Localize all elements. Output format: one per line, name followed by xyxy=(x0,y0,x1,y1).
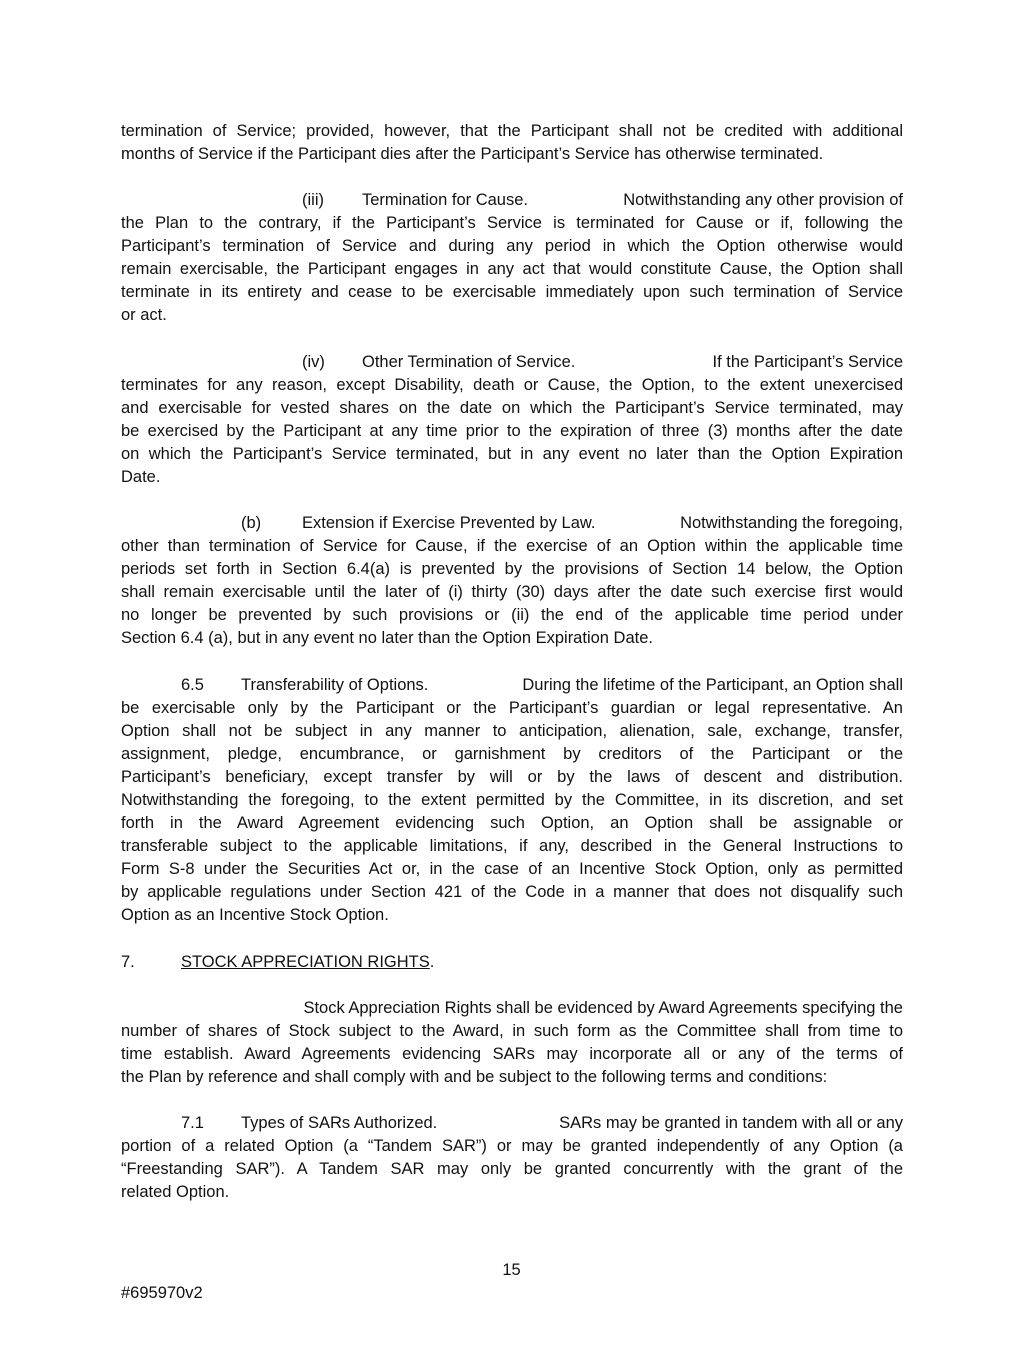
text-line: and exercisable for vested shares on the date on which the Participant’s Service terminated, may xyxy=(121,399,903,417)
heading-title: STOCK APPRECIATION RIGHTS xyxy=(181,953,430,971)
text-line: Date. xyxy=(121,468,161,486)
text-line: months of Service if the Participant dies after the Participant’s Service has otherwise terminated. xyxy=(121,145,824,163)
text-line: terminate in its entirety and cease to be exercisable immediately upon such termination of Service xyxy=(121,283,903,301)
text-line: forth in the Award Agreement evidencing such Option, an Option shall be assignable or xyxy=(121,814,903,832)
text-line: “Freestanding SAR”). A Tandem SAR may only be granted concurrently with the grant of the xyxy=(121,1160,903,1178)
paragraph-lead xyxy=(121,997,903,1020)
text-line: by applicable regulations under Section 421 of the Code in a manner that does not disqualify such xyxy=(121,883,903,901)
paragraph-lead xyxy=(121,674,903,697)
text-line: on which the Participant’s Service terminated, but in any event no later than the Option Expiration xyxy=(121,445,903,463)
text-line: be exercised by the Participant at any time prior to the expiration of three (3) months after the date xyxy=(121,422,903,440)
paragraph-types-of-sars xyxy=(121,1112,903,1204)
section-number: (iv) xyxy=(302,353,325,371)
paragraph-body xyxy=(121,1020,903,1089)
text-line: time establish. Award Agreements evidencing SARs may incorporate all or any of the terms of xyxy=(121,1045,903,1063)
section-title: Other Termination of Service. xyxy=(362,353,576,371)
document-id-footer: #695970v2 xyxy=(121,1284,203,1302)
text-line: Section 6.4 (a), but in any event no later than the Option Expiration Date. xyxy=(121,629,653,647)
page-number: 15 xyxy=(502,1261,521,1279)
text-line: Option as an Incentive Stock Option. xyxy=(121,906,389,924)
lead-text: SARs may be granted in tandem with all or any xyxy=(559,1114,903,1132)
section-number: 6.5 xyxy=(181,676,204,694)
heading-period: . xyxy=(429,953,435,971)
text-line: terminates for any reason, except Disability, death or Cause, the Option, to the extent unexercised xyxy=(121,376,903,394)
section-title: Transferability of Options. xyxy=(241,676,429,694)
text-line: shall remain exercisable until the later of (i) thirty (30) days after the date such exercise first would xyxy=(121,583,903,601)
text-line: remain exercisable, the Participant engages in any act that would constitute Cause, the Option shall xyxy=(121,260,903,278)
paragraph-body xyxy=(121,535,903,650)
paragraph-body xyxy=(121,1135,903,1204)
lead-text: Notwithstanding the foregoing, xyxy=(680,514,903,532)
text-line: transferable subject to the applicable limitations, if any, described in the General Instructions to xyxy=(121,837,903,855)
text-line: be exercisable only by the Participant or the Participant’s guardian or legal representative. An xyxy=(121,699,903,717)
text-line: no longer be prevented by such provisions or (ii) the end of the applicable time period under xyxy=(121,606,903,624)
paragraph-lead xyxy=(121,512,903,535)
text-line: Participant’s termination of Service and during any period in which the Option otherwise would xyxy=(121,237,903,255)
paragraph-other-termination xyxy=(121,351,903,489)
text-line: assignment, pledge, encumbrance, or garnishment by creditors of the Participant or the xyxy=(121,745,903,763)
text-line: other than termination of Service for Cause, if the exercise of an Option within the applicable time xyxy=(121,537,903,555)
heading-number: 7. xyxy=(121,953,135,971)
lead-text: Stock Appreciation Rights shall be evidenced by Award Agreements specifying the xyxy=(303,999,903,1017)
paragraph-termination-for-cause xyxy=(121,189,903,327)
text-line: Option shall not be subject in any manner to anticipation, alienation, sale, exchange, transfer, xyxy=(121,722,903,740)
paragraph-extension xyxy=(121,512,903,650)
section-heading-7 xyxy=(121,951,903,974)
text-line: related Option. xyxy=(121,1183,230,1201)
paragraph-lead xyxy=(121,351,903,374)
text-line: the Plan to the contrary, if the Participant’s Service is terminated for Cause or if, following the xyxy=(121,214,903,232)
text-line: termination of Service; provided, however, that the Participant shall not be credited with additional xyxy=(121,122,903,140)
lead-text: Notwithstanding any other provision of xyxy=(623,191,903,209)
text-line: the Plan by reference and shall comply with and be subject to the following terms and conditions: xyxy=(121,1068,828,1086)
paragraph-transferability xyxy=(121,674,903,927)
text-line: number of shares of Stock subject to the Award, in such form as the Committee shall from time to xyxy=(121,1022,903,1040)
paragraph-lead xyxy=(121,1112,903,1135)
section-number: 7.1 xyxy=(181,1114,204,1132)
section-number: (b) xyxy=(241,514,262,532)
paragraph-sar-intro xyxy=(121,997,903,1089)
text-line: Notwithstanding the foregoing, to the extent permitted by the Committee, in its discretion, and set xyxy=(121,791,903,809)
text-line: Form S-8 under the Securities Act or, in the case of an Incentive Stock Option, only as permitted xyxy=(121,860,903,878)
section-title: Types of SARs Authorized. xyxy=(241,1114,438,1132)
text-line: Participant’s beneficiary, except transfer by will or by the laws of descent and distribution. xyxy=(121,768,903,786)
section-number: (iii) xyxy=(302,191,324,209)
text-line: periods set forth in Section 6.4(a) is prevented by the provisions of Section 14 below, the Option xyxy=(121,560,903,578)
text-line: portion of a related Option (a “Tandem SAR”) or may be granted independently of any Option (a xyxy=(121,1137,903,1155)
paragraph-body xyxy=(121,374,903,489)
paragraph-body xyxy=(121,697,903,927)
paragraph-body xyxy=(121,212,903,327)
text-line: or act. xyxy=(121,306,167,324)
lead-text: If the Participant’s Service xyxy=(712,353,903,371)
lead-text: During the lifetime of the Participant, an Option shall xyxy=(522,676,903,694)
section-title: Extension if Exercise Prevented by Law. xyxy=(302,514,596,532)
paragraph-lead xyxy=(121,189,903,212)
section-title: Termination for Cause. xyxy=(362,191,528,209)
paragraph-termination-service xyxy=(121,120,903,166)
